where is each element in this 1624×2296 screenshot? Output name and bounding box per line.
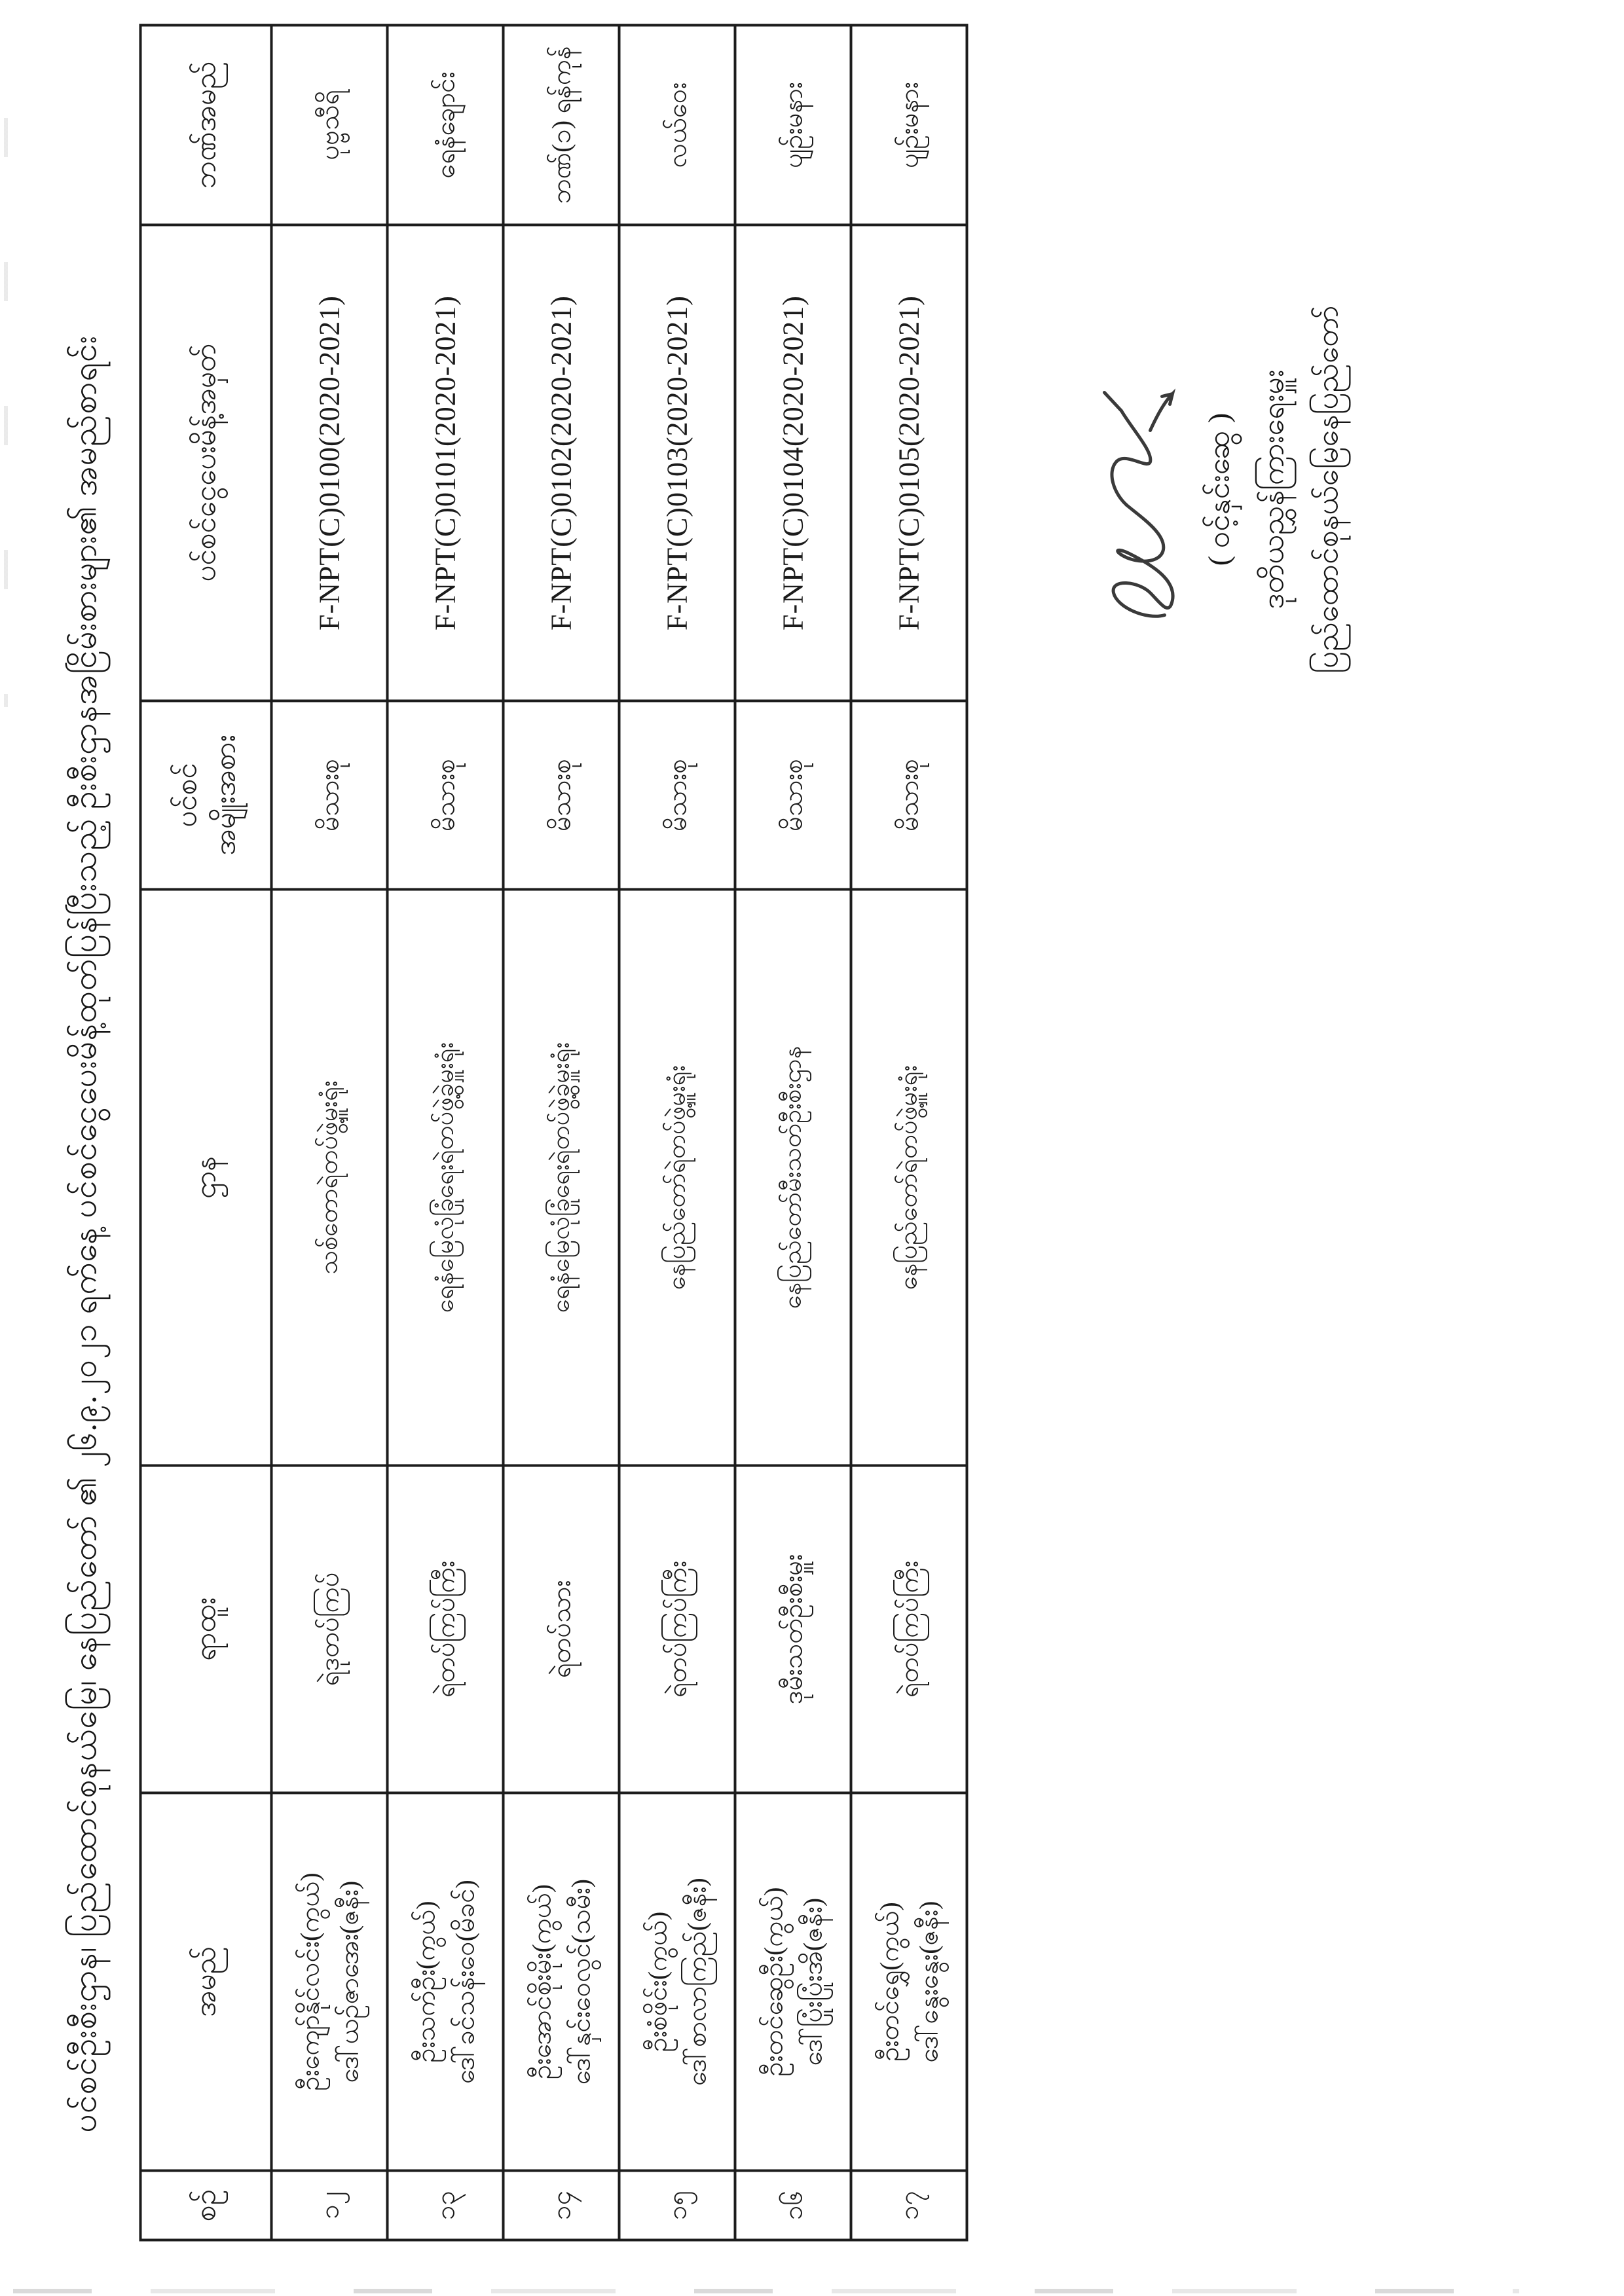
- signature-office: ပြည်ထောင်စုနယ်မြေနေပြည်တော်: [1310, 304, 1344, 674]
- document-title: ပင်စင်ဦးစီးဌာန၊ ပြည်ထောင်စုနယ်မြေ၊ နေပြည်တော် ၏ ၂၆.၉.၂၀၂၁ ရက်နေ့ ပင်စင်ငွေပေးမိန့်ထုတ်ပြန်ပြီးသည့် ဦးစီးဌာနအငြိမ်းစားများ၏ အမည်စာရင်း: [66, 335, 103, 2132]
- cell-pension-type: မိသားစု: [503, 701, 619, 889]
- cell-serial-no: ၁၇: [851, 2170, 967, 2240]
- table-row: [735, 25, 851, 2240]
- cell-pension-type: မိသားစု: [851, 701, 967, 889]
- cell-payment-order-number: F-NPT(C)0103(2020-2021): [619, 225, 735, 701]
- cell-serial-no: ၁၆: [735, 2170, 851, 2240]
- cell-position: ဒုမီးသတ်ဦးစီးမှူး: [735, 1465, 851, 1793]
- cell-serial-no: ၁၂: [271, 2170, 387, 2240]
- cell-name: [619, 1793, 735, 2170]
- cell-payment-order-number: F-NPT(C)0104(2020-2021): [735, 225, 851, 701]
- cell-position: ရဲတပ်ကြပ်ကြီး: [387, 1465, 503, 1793]
- cell-name-beneficiary: ဒေါ်ပြုံးပြုံးအိ(ဇနီး): [797, 1897, 827, 2066]
- cell-name-beneficiary: ဒေါ်ယဉ်ဇာအေး(ဇနီး): [333, 1880, 363, 2083]
- handwritten-signature-scribble: [1087, 352, 1198, 627]
- cell-name: [387, 1793, 503, 2170]
- cell-department: ရေနံမြေလုံခြုံရေးရဲတပ်ဖွဲ့ခွဲမှူးရုံး: [503, 889, 619, 1465]
- cell-name-beneficiary: ဒေါ်ခင်သန်းဝေ(မိခင်): [449, 1879, 479, 2084]
- cell-payment-order-number: F-NPT(C)0100(2020-2021): [271, 225, 387, 701]
- col-header-position: ရာထူး: [140, 1465, 271, 1793]
- cell-name-beneficiary: ဒေါ်စာလာကြည်(ဇနီး): [681, 1877, 711, 2086]
- cell-name-deceased: ဦးတင်ရွှေ(ကွယ်): [874, 1901, 904, 2062]
- cell-payment-order-number: F-NPT(C)0105(2020-2021): [851, 225, 967, 701]
- cell-department: နေပြည်တော်မီးသတ်ဦးစီးဌာန: [735, 889, 851, 1465]
- table-row: [503, 25, 619, 2240]
- cell-position: ရဲဒုတပ်ကြပ်: [271, 1465, 387, 1793]
- cell-name: [735, 1793, 851, 2170]
- col-header-department: ဌာန: [140, 889, 271, 1465]
- cell-bank-name: လယ်ဝေး: [619, 25, 735, 225]
- cell-payment-order-number: F-NPT(C)0102(2020-2021): [503, 225, 619, 701]
- col-header-no: စဉ်: [140, 2170, 271, 2240]
- cell-pension-type: မိသားစု: [619, 701, 735, 889]
- cell-name-deceased: ဦးစံဖိုင်း(ကွယ်): [642, 1911, 672, 2052]
- cell-position: ရဲတပ်ကြပ်ကြီး: [851, 1465, 967, 1793]
- scanner-artifact-line: [13, 2289, 1519, 2293]
- col-header-pension-type-line1: ပင်စင်: [170, 762, 202, 828]
- cell-payment-order-number: F-NPT(C)0101(2020-2021): [387, 225, 503, 701]
- cell-department: ရေနံမြေလုံခြုံရေးရဲတပ်ဖွဲ့ခွဲမှူးရုံး: [387, 889, 503, 1465]
- cell-pension-type: မိသားစု: [387, 701, 503, 889]
- cell-department: နေပြည်တော်ရဲတပ်ဖွဲ့မှူးရုံး: [619, 889, 735, 1465]
- table-row: [619, 25, 735, 2240]
- cell-name-beneficiary: ဒေါ်နှင်းဝေလွင်(သမီး): [565, 1878, 595, 2085]
- cell-bank-name: ပုဗ္ဗသီရိ: [271, 25, 387, 225]
- cell-name-deceased: ဦးသက်ဦး(ကွယ်): [410, 1900, 440, 2063]
- cell-serial-no: ၁၅: [619, 2170, 735, 2240]
- cell-name-deceased: ဦးတင်ဆွေဦး(ကွယ်): [758, 1886, 788, 2077]
- cell-position: ရဲတပ်သား: [503, 1465, 619, 1793]
- cell-name-deceased: ဦးအောင်စိုးမိုး(ကွယ်): [526, 1884, 556, 2079]
- signature-name: ( ဝင့်နှင်းဆွေ ): [1202, 412, 1235, 566]
- cell-bank-name: ဘဏ်(၁) ရန်ကုန်: [503, 25, 619, 225]
- cell-name-deceased: ဦးကျော်နိုင်လင်း(ကွယ်): [294, 1872, 324, 2091]
- cell-name-beneficiary: ဒေါ်နွေးနွေး(ဇနီး): [913, 1901, 943, 2062]
- signature-position: ဒုတိယညွှန်ကြားရေးမှူး: [1255, 369, 1289, 610]
- cell-bank-name: ပျဉ်းမနား: [735, 25, 851, 225]
- cell-name: [503, 1793, 619, 2170]
- table-body: [271, 25, 967, 2240]
- table-header-row: [140, 25, 271, 2240]
- cell-bank-name: ပျဉ်းမနား: [851, 25, 967, 225]
- col-header-pension-type: [140, 701, 271, 889]
- cell-serial-no: ၁၃: [387, 2170, 503, 2240]
- col-header-pension-type-line2: အမျိုးအစား: [209, 734, 241, 856]
- pension-recipients-table: [139, 24, 968, 2241]
- cell-name: [851, 1793, 967, 2170]
- col-header-bank-name: ဘဏ်အမည်: [140, 25, 271, 225]
- cell-name: [271, 1793, 387, 2170]
- col-header-name: အမည်: [140, 1793, 271, 2170]
- cell-serial-no: ၁၄: [503, 2170, 619, 2240]
- cell-pension-type: မိသားစု: [735, 701, 851, 889]
- cell-pension-type: မိသားစု: [271, 701, 387, 889]
- cell-position: ရဲတပ်ကြပ်ကြီး: [619, 1465, 735, 1793]
- table-row: [387, 25, 503, 2240]
- cell-department: သစ်တောရဲတပ်ဖွဲ့မှူးရုံး: [271, 889, 387, 1465]
- cell-bank-name: ရေနံချောင်း: [387, 25, 503, 225]
- scanner-artifact-edge: [4, 118, 8, 707]
- signature-block: [1087, 181, 1354, 797]
- table-row: [851, 25, 967, 2240]
- table-row: [271, 25, 387, 2240]
- col-header-payment-order-no: ပင်စင်ငွေပေးမိန့်အမှတ်: [140, 225, 271, 701]
- cell-department: နေပြည်တော်ရဲတပ်ဖွဲ့မှူးရုံး: [851, 889, 967, 1465]
